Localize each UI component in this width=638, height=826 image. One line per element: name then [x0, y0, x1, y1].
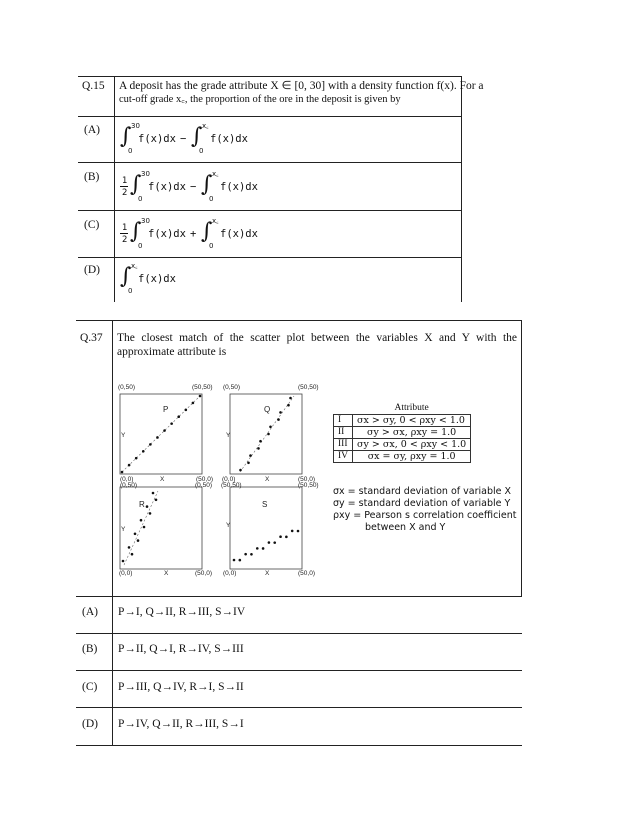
plot-r-point — [155, 499, 158, 502]
option-label[interactable]: (A) — [82, 606, 98, 618]
plot-q-point — [287, 404, 290, 407]
plot-r-top-left-label: (0,50) — [120, 482, 137, 489]
plot-q-point — [277, 418, 280, 421]
attribute-id: II — [334, 427, 353, 439]
lower-limit: 0 — [138, 195, 143, 203]
plot-s-point — [297, 530, 300, 533]
plot-r-point — [128, 546, 131, 549]
q15-row-border — [78, 162, 461, 163]
plot-q-label: Q — [264, 405, 271, 414]
option-b-text[interactable]: P→II, Q→I, R→IV, S→III — [118, 643, 244, 655]
q37-row-border — [76, 596, 522, 597]
plot-p-top-right-label: (50,50) — [192, 384, 213, 391]
attribute-table-header: Attribute — [353, 403, 471, 415]
q15-row-border — [78, 257, 461, 258]
upper-limit: 30 — [131, 122, 140, 130]
plot-q-top-left-label: (0,50) — [223, 384, 240, 391]
plot-p-point — [185, 409, 188, 412]
integral-sign: ∫ — [130, 219, 142, 244]
lower-limit: 0 — [128, 287, 133, 295]
fraction-denominator: 2 — [122, 235, 128, 245]
option-label[interactable]: (D) — [82, 718, 98, 730]
plot-s-point — [239, 559, 242, 562]
question-number: Q.37 — [80, 332, 103, 344]
minus-sign: − — [180, 133, 187, 145]
plot-r-point — [134, 533, 137, 536]
lower-limit: 0 — [209, 242, 214, 250]
attribute-table — [333, 403, 471, 463]
integral-sign: ∫ — [120, 124, 132, 149]
question-stem-line1: The closest match of the scatter plot between the variables X and Y with the — [117, 332, 517, 344]
fraction-bar — [120, 186, 128, 187]
attribute-id: I — [334, 415, 353, 427]
plot-s-point — [262, 547, 265, 550]
upper-limit: 30 — [141, 217, 150, 225]
option-label[interactable]: (B) — [82, 643, 98, 655]
plot-s-point — [285, 536, 288, 539]
integral-sign: ∫ — [191, 124, 203, 149]
option-d-text[interactable]: P→IV, Q→II, R→III, S→I — [118, 718, 244, 730]
plot-s-point — [256, 547, 259, 550]
plot-r-point — [143, 526, 146, 529]
plot-q-point — [257, 447, 260, 450]
plot-p-point — [142, 450, 145, 453]
plot-s-point — [279, 535, 282, 538]
question-stem-line2: cut-off grade x꜀, the proportion of the ore in the deposit is given by — [119, 94, 401, 105]
plot-p-y-label: Y — [121, 432, 126, 439]
plot-q-point — [279, 411, 282, 414]
plot-p-point — [177, 415, 180, 418]
attribute-text: σy > σx, ρxy = 1.0 — [353, 427, 471, 439]
plot-p-point — [156, 436, 159, 439]
question-stem-line1: A deposit has the grade attribute X ∈ [0, 30] with a density function f(x). For a — [119, 80, 484, 92]
plot-s-point — [244, 553, 247, 556]
fraction-denominator: 2 — [122, 188, 128, 198]
plot-p-frame — [120, 394, 202, 474]
plot-s-bottom-left-label: (0,0) — [223, 570, 237, 577]
plot-r-point — [131, 553, 134, 556]
upper-limit: x꜀ — [131, 262, 138, 270]
lower-limit: 0 — [138, 242, 143, 250]
question-stem-line2: approximate attribute is — [117, 346, 227, 358]
option-c-formula[interactable] — [120, 215, 260, 253]
plot-q-point — [269, 426, 272, 429]
option-label[interactable]: (A) — [84, 124, 100, 136]
upper-limit: 30 — [141, 170, 150, 178]
plot-p-point — [163, 429, 166, 432]
plot-s-point — [268, 541, 271, 544]
plot-r-point — [122, 560, 125, 563]
plot-r-bottom-left-label: (0,0) — [119, 570, 133, 577]
q37-row-border — [76, 707, 522, 708]
plot-p-point — [170, 422, 173, 425]
integral-sign: ∫ — [201, 172, 213, 197]
q15-right-border — [461, 76, 462, 302]
plot-q-top-right-label: (50,50) — [298, 384, 319, 391]
plot-p-top-left-label: (0,50) — [118, 384, 135, 391]
plot-p-bottom-right-label: (50,0) — [196, 476, 213, 483]
plot-s-x-label: X — [265, 570, 270, 577]
plot-r-y-label: Y — [121, 526, 126, 533]
plot-p-x-label: X — [160, 476, 165, 483]
table-row — [334, 427, 471, 439]
legend-rho-cont: between X and Y — [365, 522, 446, 533]
q15-row-border — [78, 116, 461, 117]
plot-r-point — [149, 512, 152, 515]
integrand: f(x)dx — [138, 273, 176, 285]
lower-limit: 0 — [128, 147, 133, 155]
plot-r-point — [140, 519, 143, 522]
plot-s-point — [291, 530, 294, 533]
table-row — [334, 451, 471, 463]
plot-q-point — [249, 454, 252, 457]
fraction-numerator: 1 — [122, 223, 128, 233]
q15-divider — [114, 76, 115, 302]
q15-row-border — [78, 210, 461, 211]
lower-limit: 0 — [209, 195, 214, 203]
integrand: f(x)dx — [220, 228, 258, 240]
upper-limit: x꜀ — [212, 217, 219, 225]
plot-r-point — [152, 492, 155, 495]
plot-s-label: S — [262, 500, 268, 509]
option-label[interactable]: (B) — [84, 171, 100, 183]
legend-sigma-y: σy = standard deviation of variable Y — [333, 498, 511, 509]
plot-q-point — [239, 469, 242, 472]
integral-sign: ∫ — [130, 172, 142, 197]
plot-p-point — [149, 443, 152, 446]
plot-s-y-label: Y — [226, 522, 231, 529]
legend-sigma-x: σx = standard deviation of variable X — [333, 486, 512, 497]
plot-q-point — [289, 397, 292, 400]
integrand: f(x)dx — [220, 181, 258, 193]
plot-p-trend-line — [122, 396, 200, 472]
option-c-text[interactable]: P→III, Q→IV, R→I, S→II — [118, 681, 244, 693]
legend-rho: ρxy = Pearson s correlation coefficient — [333, 510, 517, 521]
attribute-id: IV — [334, 451, 353, 463]
lower-limit: 0 — [199, 147, 204, 155]
upper-limit: x꜀ — [202, 122, 209, 130]
plot-q-point — [247, 462, 250, 465]
question-number: Q.15 — [82, 80, 105, 92]
plot-p-point — [128, 464, 131, 467]
plus-sign: + — [190, 228, 197, 240]
plot-p-point — [135, 457, 138, 460]
table-row — [334, 439, 471, 451]
integral-sign: ∫ — [120, 264, 132, 289]
plot-q-bottom-left-label: (0,0) — [222, 476, 236, 483]
option-label[interactable]: (D) — [84, 264, 100, 276]
integrand: f(x)dx — [138, 133, 176, 145]
option-label[interactable]: (C) — [82, 681, 98, 693]
option-b-formula[interactable] — [120, 168, 260, 206]
plot-r-label: R — [139, 500, 145, 509]
plot-q-bottom-right-label: (50,0) — [298, 476, 315, 483]
option-a-formula[interactable] — [120, 122, 260, 158]
plot-p-label: P — [163, 405, 169, 414]
plot-r-point — [146, 505, 149, 508]
plot-p-point — [192, 402, 195, 405]
integrand: f(x)dx — [210, 133, 248, 145]
plot-p-point — [121, 471, 124, 474]
plot-r-point — [137, 539, 140, 542]
plot-q-x-label: X — [265, 476, 270, 483]
table-row — [334, 415, 471, 427]
fraction-numerator: 1 — [122, 176, 128, 186]
plot-s-bottom-right-label: (50,0) — [298, 570, 315, 577]
q15-top-border — [78, 76, 461, 77]
q37-right-border — [521, 320, 522, 596]
attribute-text: σx > σy, 0 < ρxy < 1.0 — [353, 415, 471, 427]
plot-q-point — [267, 433, 270, 436]
plot-r-frame — [120, 487, 202, 569]
q37-row-border — [76, 745, 522, 746]
attribute-text: σy > σx, 0 < ρxy < 1.0 — [353, 439, 471, 451]
option-d-formula[interactable] — [120, 262, 200, 298]
plot-r-x-label: X — [164, 570, 169, 577]
plot-s-point — [233, 559, 236, 562]
integral-sign: ∫ — [201, 219, 213, 244]
integrand: f(x)dx — [148, 181, 186, 193]
minus-sign: − — [190, 181, 197, 193]
attribute-id: III — [334, 439, 353, 451]
q37-top-border — [76, 320, 522, 321]
upper-limit: x꜀ — [212, 170, 219, 178]
fraction-bar — [120, 233, 128, 234]
plot-p-point — [199, 395, 202, 398]
option-label[interactable]: (C) — [84, 219, 100, 231]
plot-s-top-left-label-2: (50,50) — [221, 482, 242, 489]
plot-s-top-right-label: (50,50) — [298, 482, 319, 489]
plot-s-point — [250, 553, 253, 556]
plot-r-bottom-right-label: (50,0) — [195, 570, 212, 577]
attribute-text: σx = σy, ρxy = 1.0 — [353, 451, 471, 463]
option-a-text[interactable]: P→I, Q→II, R→III, S→IV — [118, 606, 246, 618]
plot-s-top-left-label: (0,50) — [195, 482, 212, 489]
plot-q-y-label: Y — [226, 432, 231, 439]
plot-p-bottom-left-label: (0,0) — [120, 476, 134, 483]
q37-row-border — [76, 633, 522, 634]
plot-q-point — [259, 440, 262, 443]
q37-row-border — [76, 670, 522, 671]
integrand: f(x)dx — [148, 228, 186, 240]
plot-s-point — [273, 541, 276, 544]
